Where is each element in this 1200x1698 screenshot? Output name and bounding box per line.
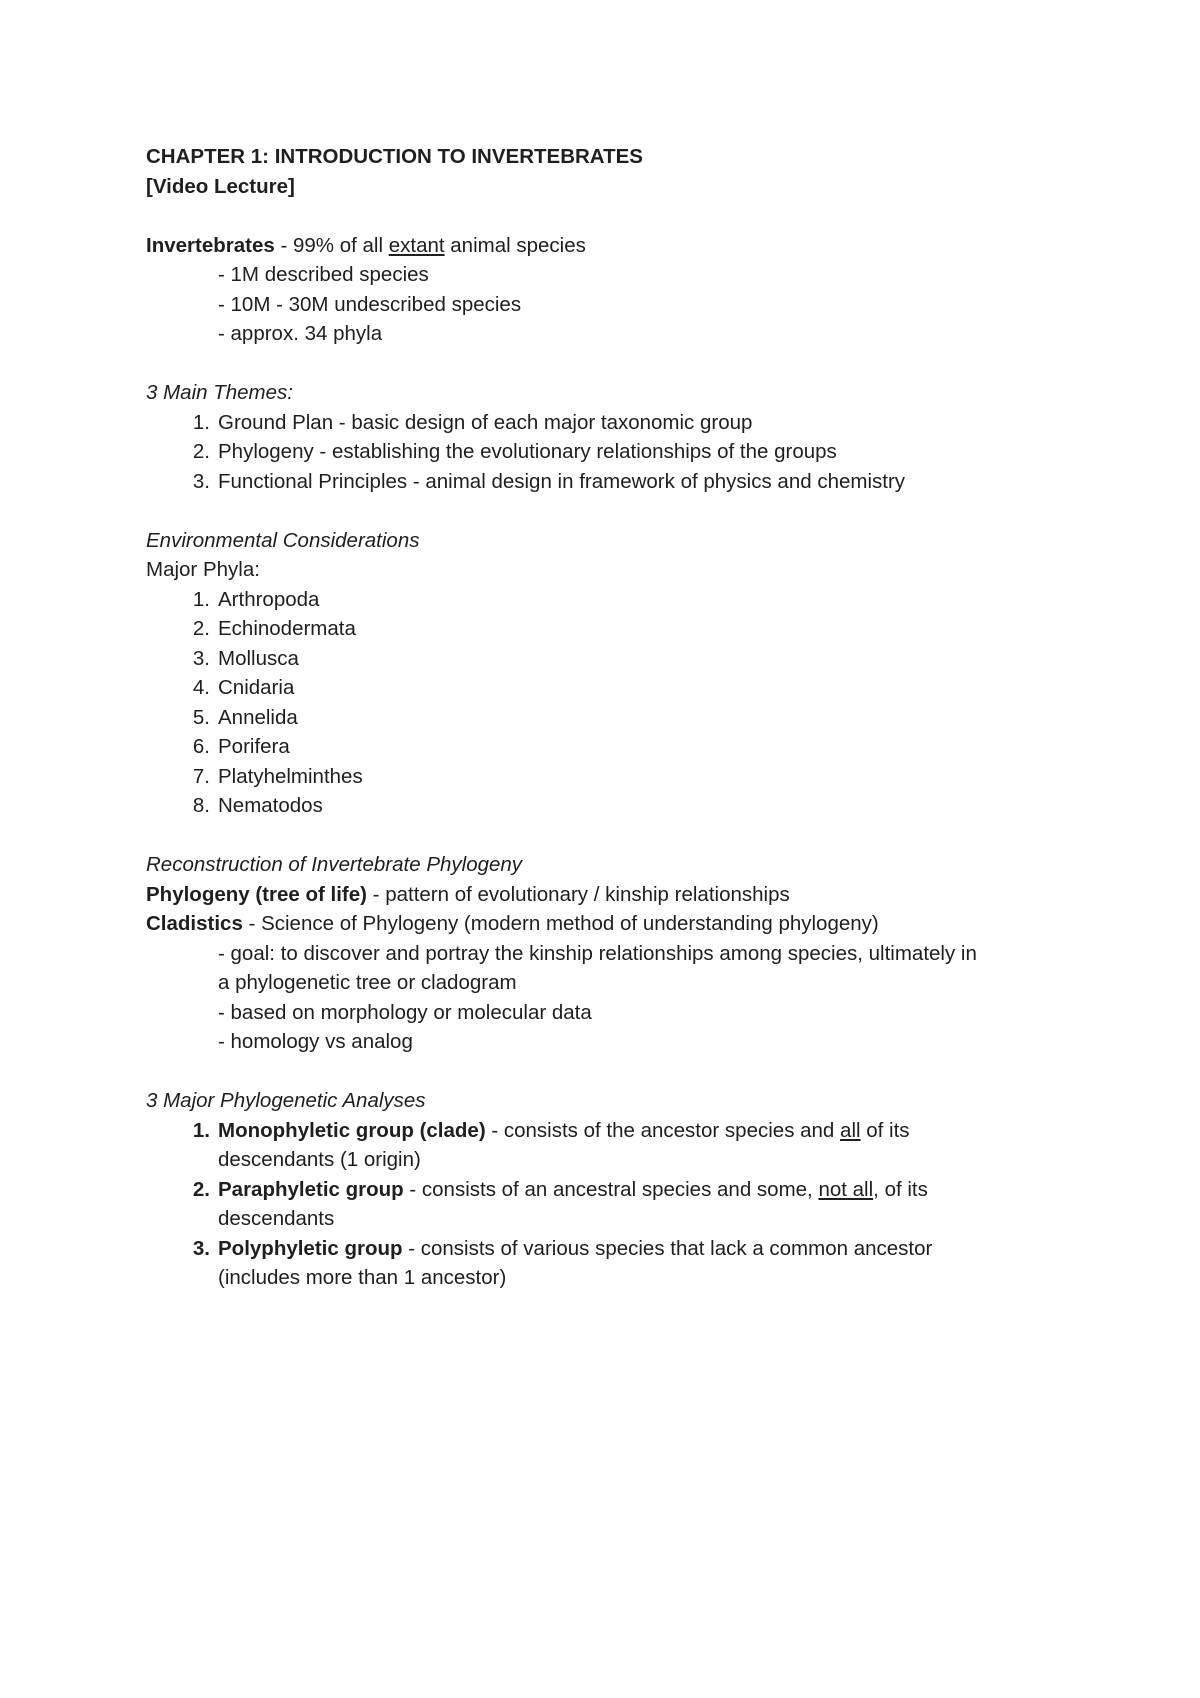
list-item: 3. Polyphyletic group - consists of various species that lack a common ancestor (includes more than 1 ancestor) — [192, 1236, 933, 1289]
section-heading: 3 Main Themes: — [146, 381, 293, 404]
invertebrates-definition — [146, 231, 1066, 261]
list-item: 2. Echinodermata — [192, 617, 356, 640]
bullet-line: - approx. 34 phyla — [218, 322, 383, 345]
list-item: 1. Monophyletic group (clade) - consists of the ancestor species and all of its descendants (1 origin) — [192, 1118, 910, 1171]
def-text: - 99% of all — [274, 233, 389, 257]
list-item: 7. Platyhelminthes — [192, 764, 363, 788]
list-item: 5. Annelida — [192, 705, 298, 729]
term: Invertebrates — [146, 233, 275, 257]
bullet-line: - 1M described species — [218, 263, 429, 286]
section-heading: Reconstruction of Invertebrate Phylogeny — [146, 853, 523, 876]
underlined-word: extant — [388, 233, 445, 257]
chapter-subtitle: [Video Lecture] — [146, 174, 295, 198]
document-body — [146, 142, 1066, 1293]
list-item: 2. Paraphyletic group - consists of an ancestral species and some, not all, of its descendants — [192, 1177, 928, 1230]
phylogeny-definition: Phylogeny (tree of life) - pattern of evolutionary / kinship relationships — [146, 882, 790, 906]
bullet-line: - homology vs analog — [218, 1030, 413, 1053]
cladistics-definition: Cladistics - Science of Phylogeny (modern method of understanding phylogeny) — [146, 912, 879, 935]
list-item: 3. Mollusca — [192, 646, 299, 670]
list-item: 1. Ground Plan - basic design of each major taxonomic group — [192, 410, 753, 434]
subheading: Major Phyla: — [146, 558, 260, 581]
bullet-line: - based on morphology or molecular data — [218, 1000, 592, 1024]
list-item: 3. Functional Principles - animal design in framework of physics and chemistry — [192, 469, 906, 493]
chapter-title: CHAPTER 1: INTRODUCTION TO INVERTEBRATES — [146, 145, 643, 168]
bullet-line: - goal: to discover and portray the kinship relationships among species, ultimately in a phylogenetic tree or cladogram — [218, 941, 977, 994]
list-item: 8. Nematodos — [192, 794, 323, 817]
section-heading: Environmental Considerations — [146, 528, 420, 552]
list-item: 4. Cnidaria — [192, 676, 295, 699]
def-text: animal species — [444, 233, 586, 257]
list-item: 6. Porifera — [192, 735, 290, 758]
list-item: 1. Arthropoda — [192, 587, 320, 611]
bullet-line: - 10M - 30M undescribed species — [218, 292, 522, 316]
section-heading: 3 Major Phylogenetic Analyses — [146, 1089, 426, 1112]
list-item: 2. Phylogeny - establishing the evolutionary relationships of the groups — [192, 440, 837, 463]
